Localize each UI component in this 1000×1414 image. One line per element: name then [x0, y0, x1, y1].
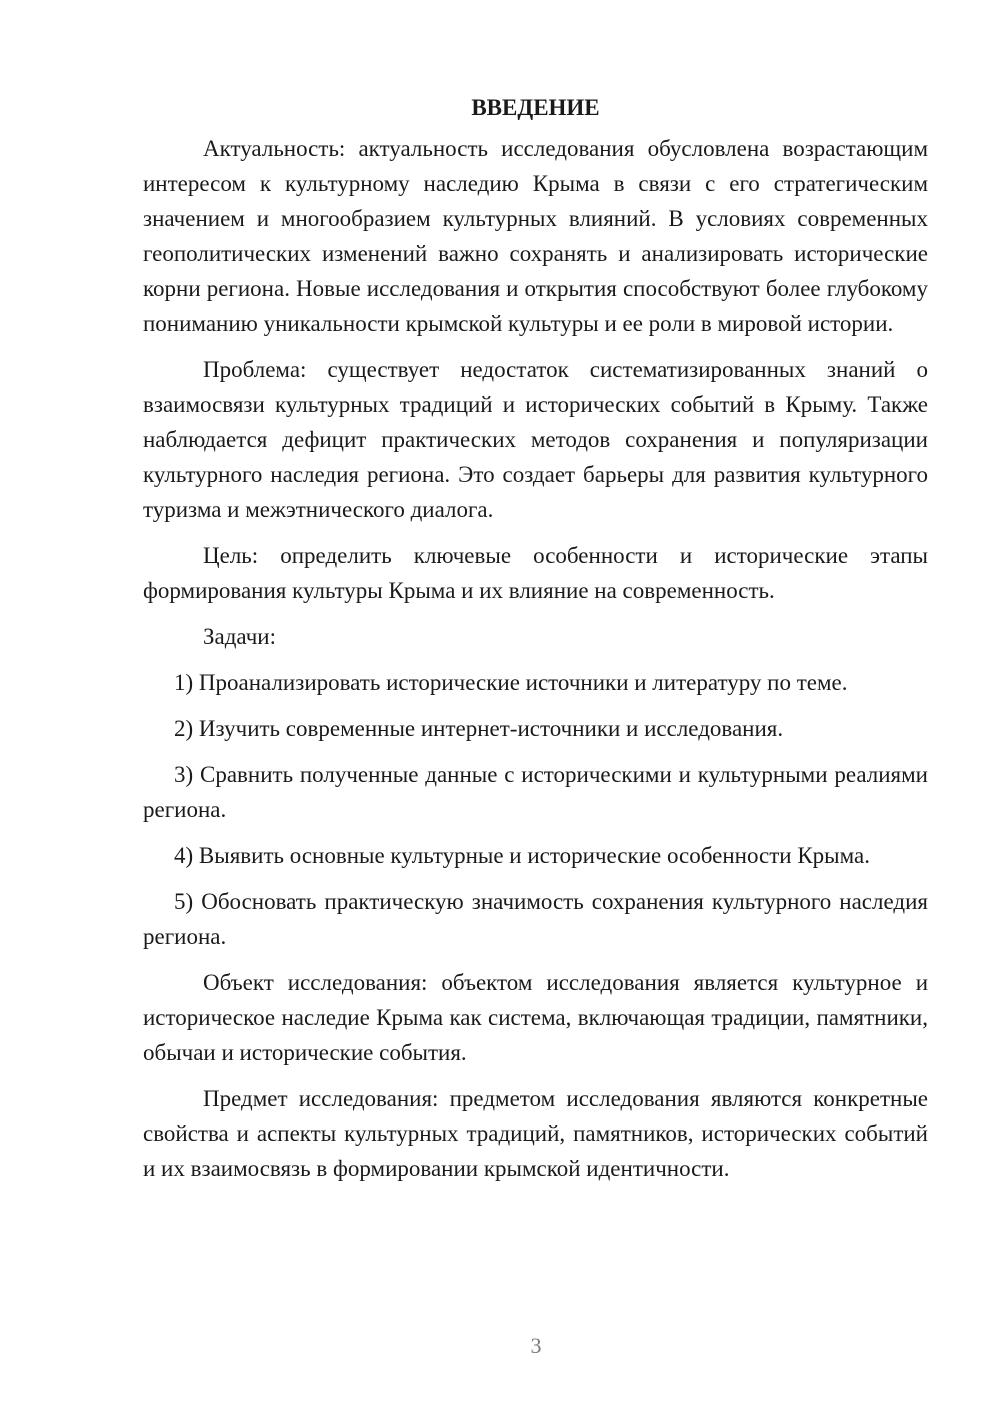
- paragraph-problem: Проблема: существует недостаток систематизированных знаний о взаимосвязи культурных традиций и исторических событий в Крыму. Также наблюдается дефицит практических методов сохранения и популяризации культурного наследия региона. Это создает барьеры для развития культурного туризма и межэтнического диалога.: [143, 357, 928, 522]
- task-item: 3) Сравнить полученные данные с историческими и культурными реалиями региона.: [143, 762, 928, 822]
- paragraph-subject: Предмет исследования: предметом исследования являются конкретные свойства и аспекты культурных традиций, памятников, исторических событий и их взаимосвязь в формировании крымской идентичности.: [143, 1086, 928, 1181]
- paragraph-relevance: Актуальность: актуальность исследования обусловлена возрастающим интересом к культурному наследию Крыма в связи с его стратегическим значением и многообразием культурных влияний. В условиях современных геополитических изменений важно сохранять и анализировать исторические корни региона. Новые исследования и открытия способствуют более глубокому пониманию уникальности крымской культуры и ее роли в мировой истории.: [143, 136, 928, 336]
- task-item: 2) Изучить современные интернет-источники и исследования.: [174, 716, 784, 741]
- page-number: 3: [530, 1333, 542, 1358]
- paragraph-tasks-heading: Задачи:: [203, 624, 276, 649]
- page-content: [143, 90, 928, 1197]
- task-item: 4) Выявить основные культурные и исторические особенности Крыма.: [174, 843, 870, 868]
- task-item: 5) Обосновать практическую значимость сохранения культурного наследия региона.: [143, 889, 928, 949]
- task-item: 1) Проанализировать исторические источники и литературу по теме.: [174, 670, 848, 695]
- section-title: ВВЕДЕНИЕ: [471, 95, 600, 120]
- paragraph-goal: Цель: определить ключевые особенности и исторические этапы формирования культуры Крыма и их влияние на современность.: [143, 543, 928, 603]
- paragraph-object: Объект исследования: объектом исследования является культурное и историческое наследие Крыма как система, включающая традиции, памятники, обычаи и исторические события.: [143, 970, 928, 1065]
